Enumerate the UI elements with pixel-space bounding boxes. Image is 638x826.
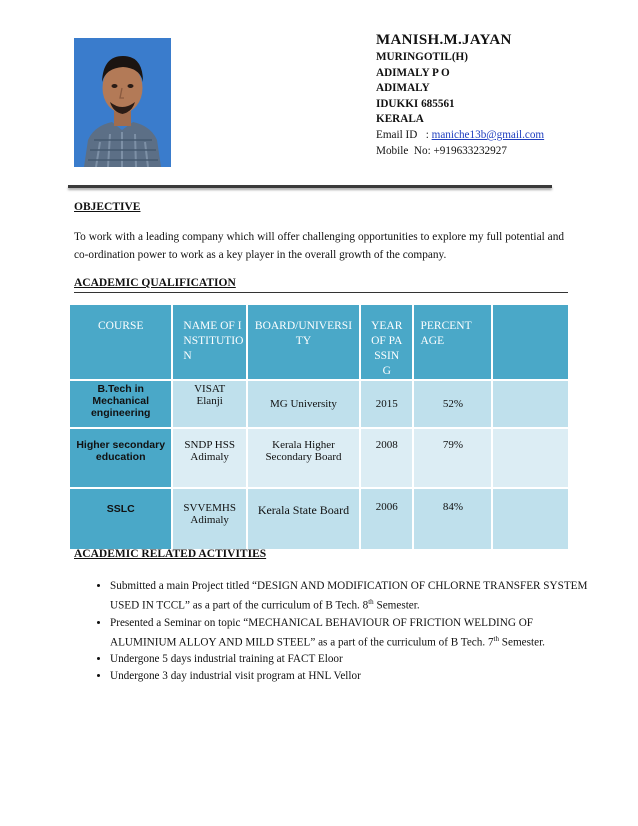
address-line: ADIMALY — [376, 82, 430, 95]
column-header: COURSE — [69, 304, 172, 380]
percent-cell: 79% — [413, 428, 492, 488]
email-label: Email ID : — [376, 128, 432, 141]
column-header: YEAR OF PASSING — [360, 304, 414, 380]
table-row — [69, 380, 569, 428]
institution-cell: SVVEMHS Adimaly — [172, 488, 247, 550]
board-cell: Kerala State Board — [247, 488, 360, 550]
list-item: • Submitted a main Project titled “DESIGN AND MODIFICATION OF CHLORNE TRANSFER SYSTEM USED IN TCCL” as a part of the curriculum of B Tech. 8th Semester. — [110, 578, 590, 614]
objective-heading: OBJECTIVE — [74, 201, 141, 213]
address-line: IDUKKI 685561 — [376, 97, 455, 110]
year-cell: 2015 — [360, 380, 414, 428]
course-cell: SSLC — [69, 488, 172, 550]
activities-list — [92, 578, 590, 685]
table-header-row — [69, 304, 569, 380]
empty-cell — [492, 428, 569, 488]
board-cell: MG University — [247, 380, 360, 428]
table-row — [69, 428, 569, 488]
address-line: ADIMALY P O — [376, 66, 450, 79]
address-line: KERALA — [376, 113, 424, 126]
email-row — [376, 128, 616, 144]
header-divider — [68, 185, 552, 188]
contact-header — [376, 32, 616, 159]
institution-cell: VISAT Elanji — [172, 380, 247, 428]
empty-cell — [492, 488, 569, 550]
list-item: • Presented a Seminar on topic “MECHANICAL BEHAVIOUR OF FRICTION WELDING OF ALUMINIUM ALLOY AND MILD STEEL” as a part of the curriculum of B Tech. 7th Semester. — [110, 615, 590, 651]
year-cell: 2006 — [360, 488, 414, 550]
qualification-heading: ACADEMIC QUALIFICATION — [74, 277, 236, 289]
percent-cell: 52% — [413, 380, 492, 428]
section-rule — [74, 292, 568, 293]
column-header — [492, 304, 569, 380]
empty-cell — [492, 380, 569, 428]
board-cell: Kerala Higher Secondary Board — [247, 428, 360, 488]
table-row — [69, 488, 569, 550]
column-header: NAME OF INSTITUTION — [172, 304, 247, 380]
qualification-table — [68, 303, 570, 551]
column-header: BOARD/UNIVERSITY — [247, 304, 360, 380]
profile-photo — [74, 38, 171, 167]
institution-cell: SNDP HSS Adimaly — [172, 428, 247, 488]
person-portrait-image — [74, 38, 171, 167]
candidate-name: MANISH.M.JAYAN — [376, 32, 512, 48]
year-cell: 2008 — [360, 428, 414, 488]
email-link[interactable]: maniche13b@gmail.com — [431, 128, 545, 141]
course-cell: B.Tech in Mechanical engineering — [69, 380, 172, 428]
objective-text: To work with a leading company which will offer challenging opportunities to explore my full potential and co-ordination power to work as a key player in the overall growth of the company. — [74, 231, 564, 261]
percent-cell: 84% — [413, 488, 492, 550]
course-cell: Higher secondary education — [69, 428, 172, 488]
mobile-number: Mobile No: +919633232927 — [376, 144, 507, 157]
list-item: • Undergone 3 day industrial visit program at HNL Vellor — [110, 668, 590, 684]
list-item: • Undergone 5 days industrial training at FACT Eloor — [110, 651, 590, 667]
column-header: PERCENTAGE — [413, 304, 492, 380]
address-line: MURINGOTIL(H) — [376, 51, 468, 63]
activities-heading: ACADEMIC RELATED ACTIVITIES — [74, 548, 267, 560]
